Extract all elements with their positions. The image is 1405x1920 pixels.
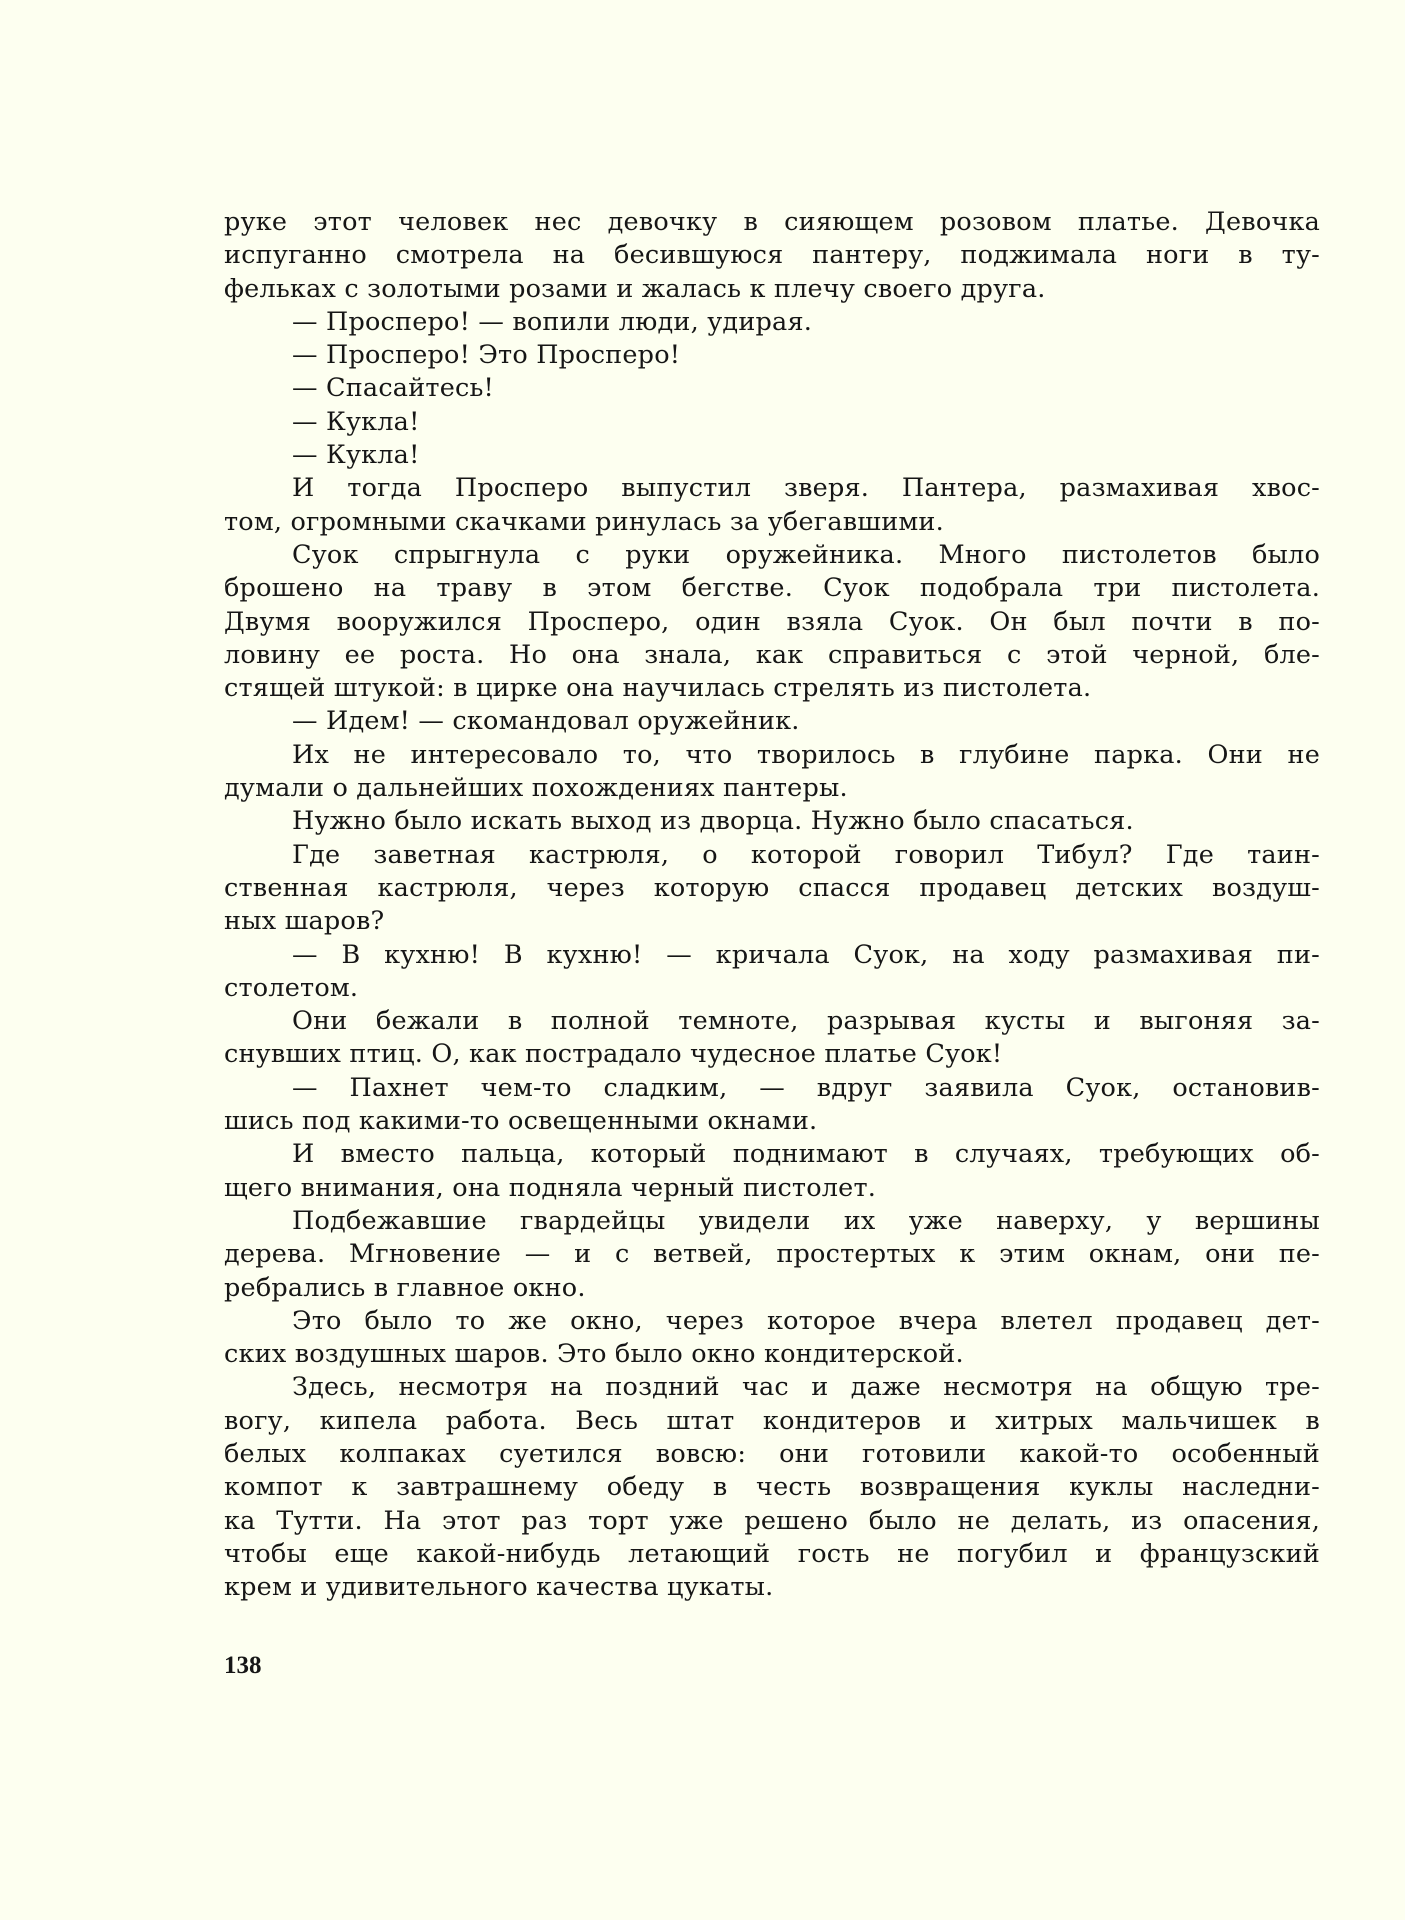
text-line: — Пахнет чем-то сладким, — вдруг заявила Суок, остановив- — [292, 1072, 1320, 1103]
paragraph — [224, 739, 1320, 806]
text-line: брошено на траву в этом бегстве. Суок подобрала три пистолета. — [224, 573, 1320, 604]
text-line: белых колпаках суетился вовсю: они готовили какой-то особенный — [224, 1438, 1320, 1469]
text-line: Здесь, несмотря на поздний час и даже несмотря на общую тре- — [292, 1372, 1320, 1403]
text-line: испуганно смотрела на бесившуюся пантеру, поджимала ноги в ту- — [224, 240, 1320, 271]
text-line: ских воздушных шаров. Это было окно кондитерской. — [224, 1339, 964, 1370]
text-line: Нужно было искать выход из дворца. Нужно было спасаться. — [292, 806, 1134, 837]
text-line: ственная кастрюля, через которую спасся продавец детских воздуш- — [224, 872, 1320, 903]
text-line: Суок спрыгнула с руки оружейника. Много пистолетов было — [292, 539, 1320, 570]
paragraph — [224, 1138, 1320, 1205]
text-line: И тогда Просперо выпустил зверя. Пантера, размахивая хвос- — [292, 473, 1320, 504]
text-line: том, огромными скачками ринулась за убегавшими. — [224, 506, 944, 537]
text-line: Подбежавшие гвардейцы увидели их уже наверху, у вершины — [292, 1205, 1320, 1236]
text-line: — Просперо! Это Просперо! — [292, 340, 681, 371]
paragraph — [224, 705, 1320, 738]
paragraph — [224, 339, 1320, 372]
text-line: щего внимания, она подняла черный пистолет. — [224, 1172, 877, 1203]
paragraph — [224, 206, 1320, 306]
text-line: вогу, кипела работа. Весь штат кондитеров и хитрых мальчишек в — [224, 1405, 1320, 1436]
paragraph — [224, 1305, 1320, 1372]
paragraph — [224, 372, 1320, 405]
text-line: думали о дальнейших похождениях пантеры. — [224, 773, 848, 804]
text-line: фельках с золотыми розами и жалась к плечу своего друга. — [224, 273, 1046, 304]
text-line: компот к завтрашнему обеду в честь возвращения куклы наследни- — [224, 1472, 1320, 1503]
text-line: руке этот человек нес девочку в сияющем розовом платье. Девочка — [224, 207, 1320, 237]
text-line: столетом. — [224, 972, 359, 1003]
text-line: ных шаров? — [224, 906, 385, 937]
paragraph — [224, 1005, 1320, 1072]
text-line: — В кухню! В кухню! — кричала Суок, на ходу размахивая пи- — [292, 939, 1320, 970]
text-line: — Кукла! — [292, 440, 420, 471]
text-line: ловину ее роста. Но она знала, как справиться с этой черной, бле- — [224, 639, 1320, 670]
paragraph — [224, 539, 1320, 705]
paragraph — [224, 839, 1320, 939]
text-line: — Идем! — скомандовал оружейник. — [292, 706, 800, 737]
text-line: дерева. Мгновение — и с ветвей, простертых к этим окнам, они пе- — [224, 1239, 1320, 1270]
text-line: Это было то же окно, через которое вчера влетел продавец дет- — [292, 1305, 1320, 1336]
text-line: стящей штукой: в цирке она научилась стрелять из пистолета. — [224, 673, 1092, 704]
text-line: — Кукла! — [292, 406, 420, 437]
text-line: ребрались в главное окно. — [224, 1272, 586, 1303]
page-number: 138 — [224, 1652, 262, 1679]
text-line: ка Тутти. На этот раз торт уже решено было не делать, из опасения, — [224, 1505, 1320, 1536]
text-line: чтобы еще какой-нибудь летающий гость не погубил и французский — [224, 1538, 1320, 1569]
text-line: Где заветная кастрюля, о которой говорил Тибул? Где таин- — [292, 839, 1320, 870]
text-line: шись под какими-то освещенными окнами. — [224, 1106, 818, 1137]
text-line: И вместо пальца, который поднимают в случаях, требующих об- — [292, 1139, 1320, 1170]
paragraph — [224, 1072, 1320, 1139]
text-line: — Просперо! — вопили люди, удирая. — [292, 306, 813, 337]
paragraph — [224, 1371, 1320, 1604]
text-line: — Спасайтесь! — [292, 373, 495, 404]
text-line: Их не интересовало то, что творилось в глубине парка. Они не — [292, 739, 1320, 770]
paragraph — [224, 805, 1320, 838]
paragraph — [224, 939, 1320, 1006]
paragraph — [224, 306, 1320, 339]
text-line: Они бежали в полной темноте, разрывая кусты и выгоняя за- — [292, 1006, 1320, 1037]
paragraph — [224, 1205, 1320, 1305]
text-line: Двумя вооружился Просперо, один взяла Суок. Он был почти в по- — [224, 606, 1320, 637]
paragraph — [224, 406, 1320, 439]
paragraph — [224, 472, 1320, 539]
paragraph — [224, 439, 1320, 472]
text-line: крем и удивительного качества цукаты. — [224, 1572, 774, 1603]
page-body-text — [224, 206, 1320, 1604]
text-line: снувших птиц. О, как пострадало чудесное платье Суок! — [224, 1039, 1003, 1070]
